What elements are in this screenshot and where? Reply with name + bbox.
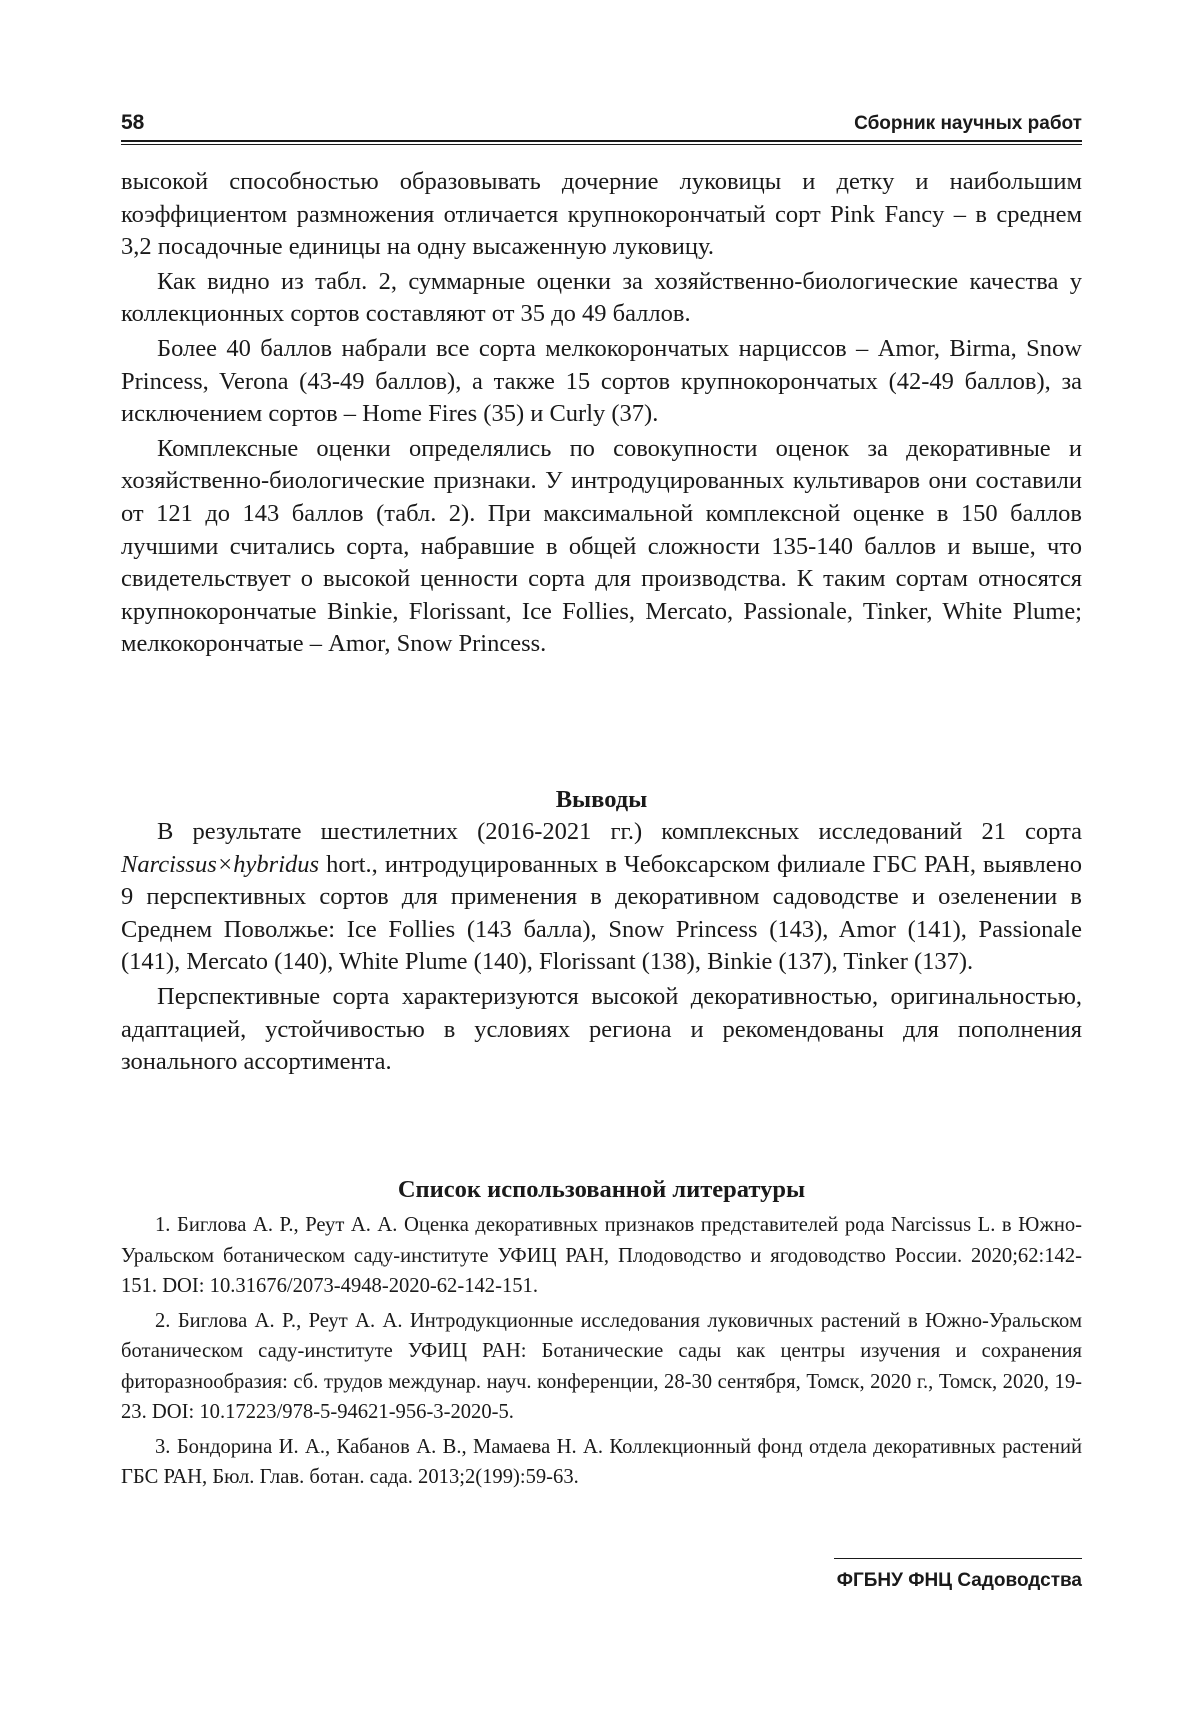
references-heading: Список использованной литературы: [397, 1176, 806, 1203]
reference-item: 3. Бондорина И. А., Кабанов А. В., Мамаева Н. А. Коллекционный фонд отдела декоративных растений ГБС РАН, Бюл. Глав. ботан. сада. 2013;2(199):59-63.: [121, 1435, 1082, 1488]
species-name: Narcissus×hybridus: [121, 850, 320, 878]
paragraph: Комплексные оценки определялись по совокупности оценок за декоративные и хозяйственно-биологические признаки. У интродуцированных культиваров они составили от 121 до 143 баллов (табл. 2). При максимальной комплексной оценке в 150 баллов лучшими считались сорта, набравшие в общей сложности 135-140 баллов и выше, что свидетельствует о высокой ценности сорта для производства. К таким сортам относятся крупнокорончатые Binkie, Florissant, Ice Follies, Mercato, Passionale, Tinker, White Plume; мелкокорончатые – Amor, Snow Princess.: [121, 434, 1082, 658]
paragraph: Более 40 баллов набрали все сорта мелкокорончатых нарциссов – Amor, Birma, Snow Princess, Verona (43-49 баллов), а также 15 сортов крупнокорончатых (42-49 баллов), за исключением сортов – Home Fires (35) и Curly (37).: [121, 334, 1082, 428]
paragraph: Как видно из табл. 2, суммарные оценки за хозяйственно-биологические качества у коллекционных сортов составляют от 35 до 49 баллов.: [121, 267, 1082, 328]
reference-item: 2. Биглова А. Р., Реут А. А. Интродукционные исследования луковичных растений в Южно-Уральском ботаническом саду-институте УФИЦ РАН: Ботанические сады как центры изучения и сохранения фиторазнообразия: сб. трудов междунар. науч. конференции, 28-30 сентября, Томск, 2020 г., Томск, 2020, 19-23. DOI: 10.17223/978-5-94621-956-3-2020-5.: [121, 1309, 1082, 1423]
conclusions-heading: Выводы: [555, 786, 648, 813]
conclusions-paragraph: Перспективные сорта характеризуются высокой декоративностью, оригинальностью, адаптацией, устойчивостью в условиях региона и рекомендованы для пополнения зонального ассортимента.: [121, 982, 1082, 1076]
footer-organization: ФГБНУ ФНЦ Садоводства: [836, 1570, 1082, 1591]
references-section: [121, 1174, 1082, 1497]
reference-item: 1. Биглова А. Р., Реут А. А. Оценка декоративных признаков представителей рода Narcissus L. в Южно-Уральском ботаническом саду-институте УФИЦ РАН, Плодоводство и ягодоводство России. 2020;62:142-151. DOI: 10.31676/2073-4948-2020-62-142-151.: [121, 1214, 1082, 1297]
page-header: [121, 110, 1082, 140]
page-number: 58: [121, 111, 145, 134]
main-text: [121, 166, 1082, 661]
footer-rule: [834, 1558, 1082, 1559]
header-rule-thin: [121, 144, 1082, 145]
running-title: Сборник научных работ: [854, 113, 1082, 134]
paragraph-continuation: высокой способностью образовывать дочерние луковицы и детку и наибольшим коэффициентом размножения отличается крупнокорончатый сорт Pink Fancy – в среднем 3,2 посадочные единицы на одну высаженную луковицу.: [121, 168, 1082, 261]
conclusions-paragraph: В результате шестилетних (2016-2021 гг.) комплексных исследований 21 сорта Narcissus×hybridus hort., интродуцированных в Чебоксарском филиале ГБС РАН, выявлено 9 перспективных сортов для применения в декоративном садоводстве и озеленении в Среднем Поволжье: Ice Follies (143 балла), Snow Princess (143), Amor (141), Passionale (141), Mercato (140), White Plume (140), Florissant (138), Binkie (137), Tinker (137).: [121, 818, 1082, 976]
page: [121, 0, 1082, 1710]
header-rule: [121, 140, 1082, 142]
conclusions-section: [121, 784, 1082, 1079]
